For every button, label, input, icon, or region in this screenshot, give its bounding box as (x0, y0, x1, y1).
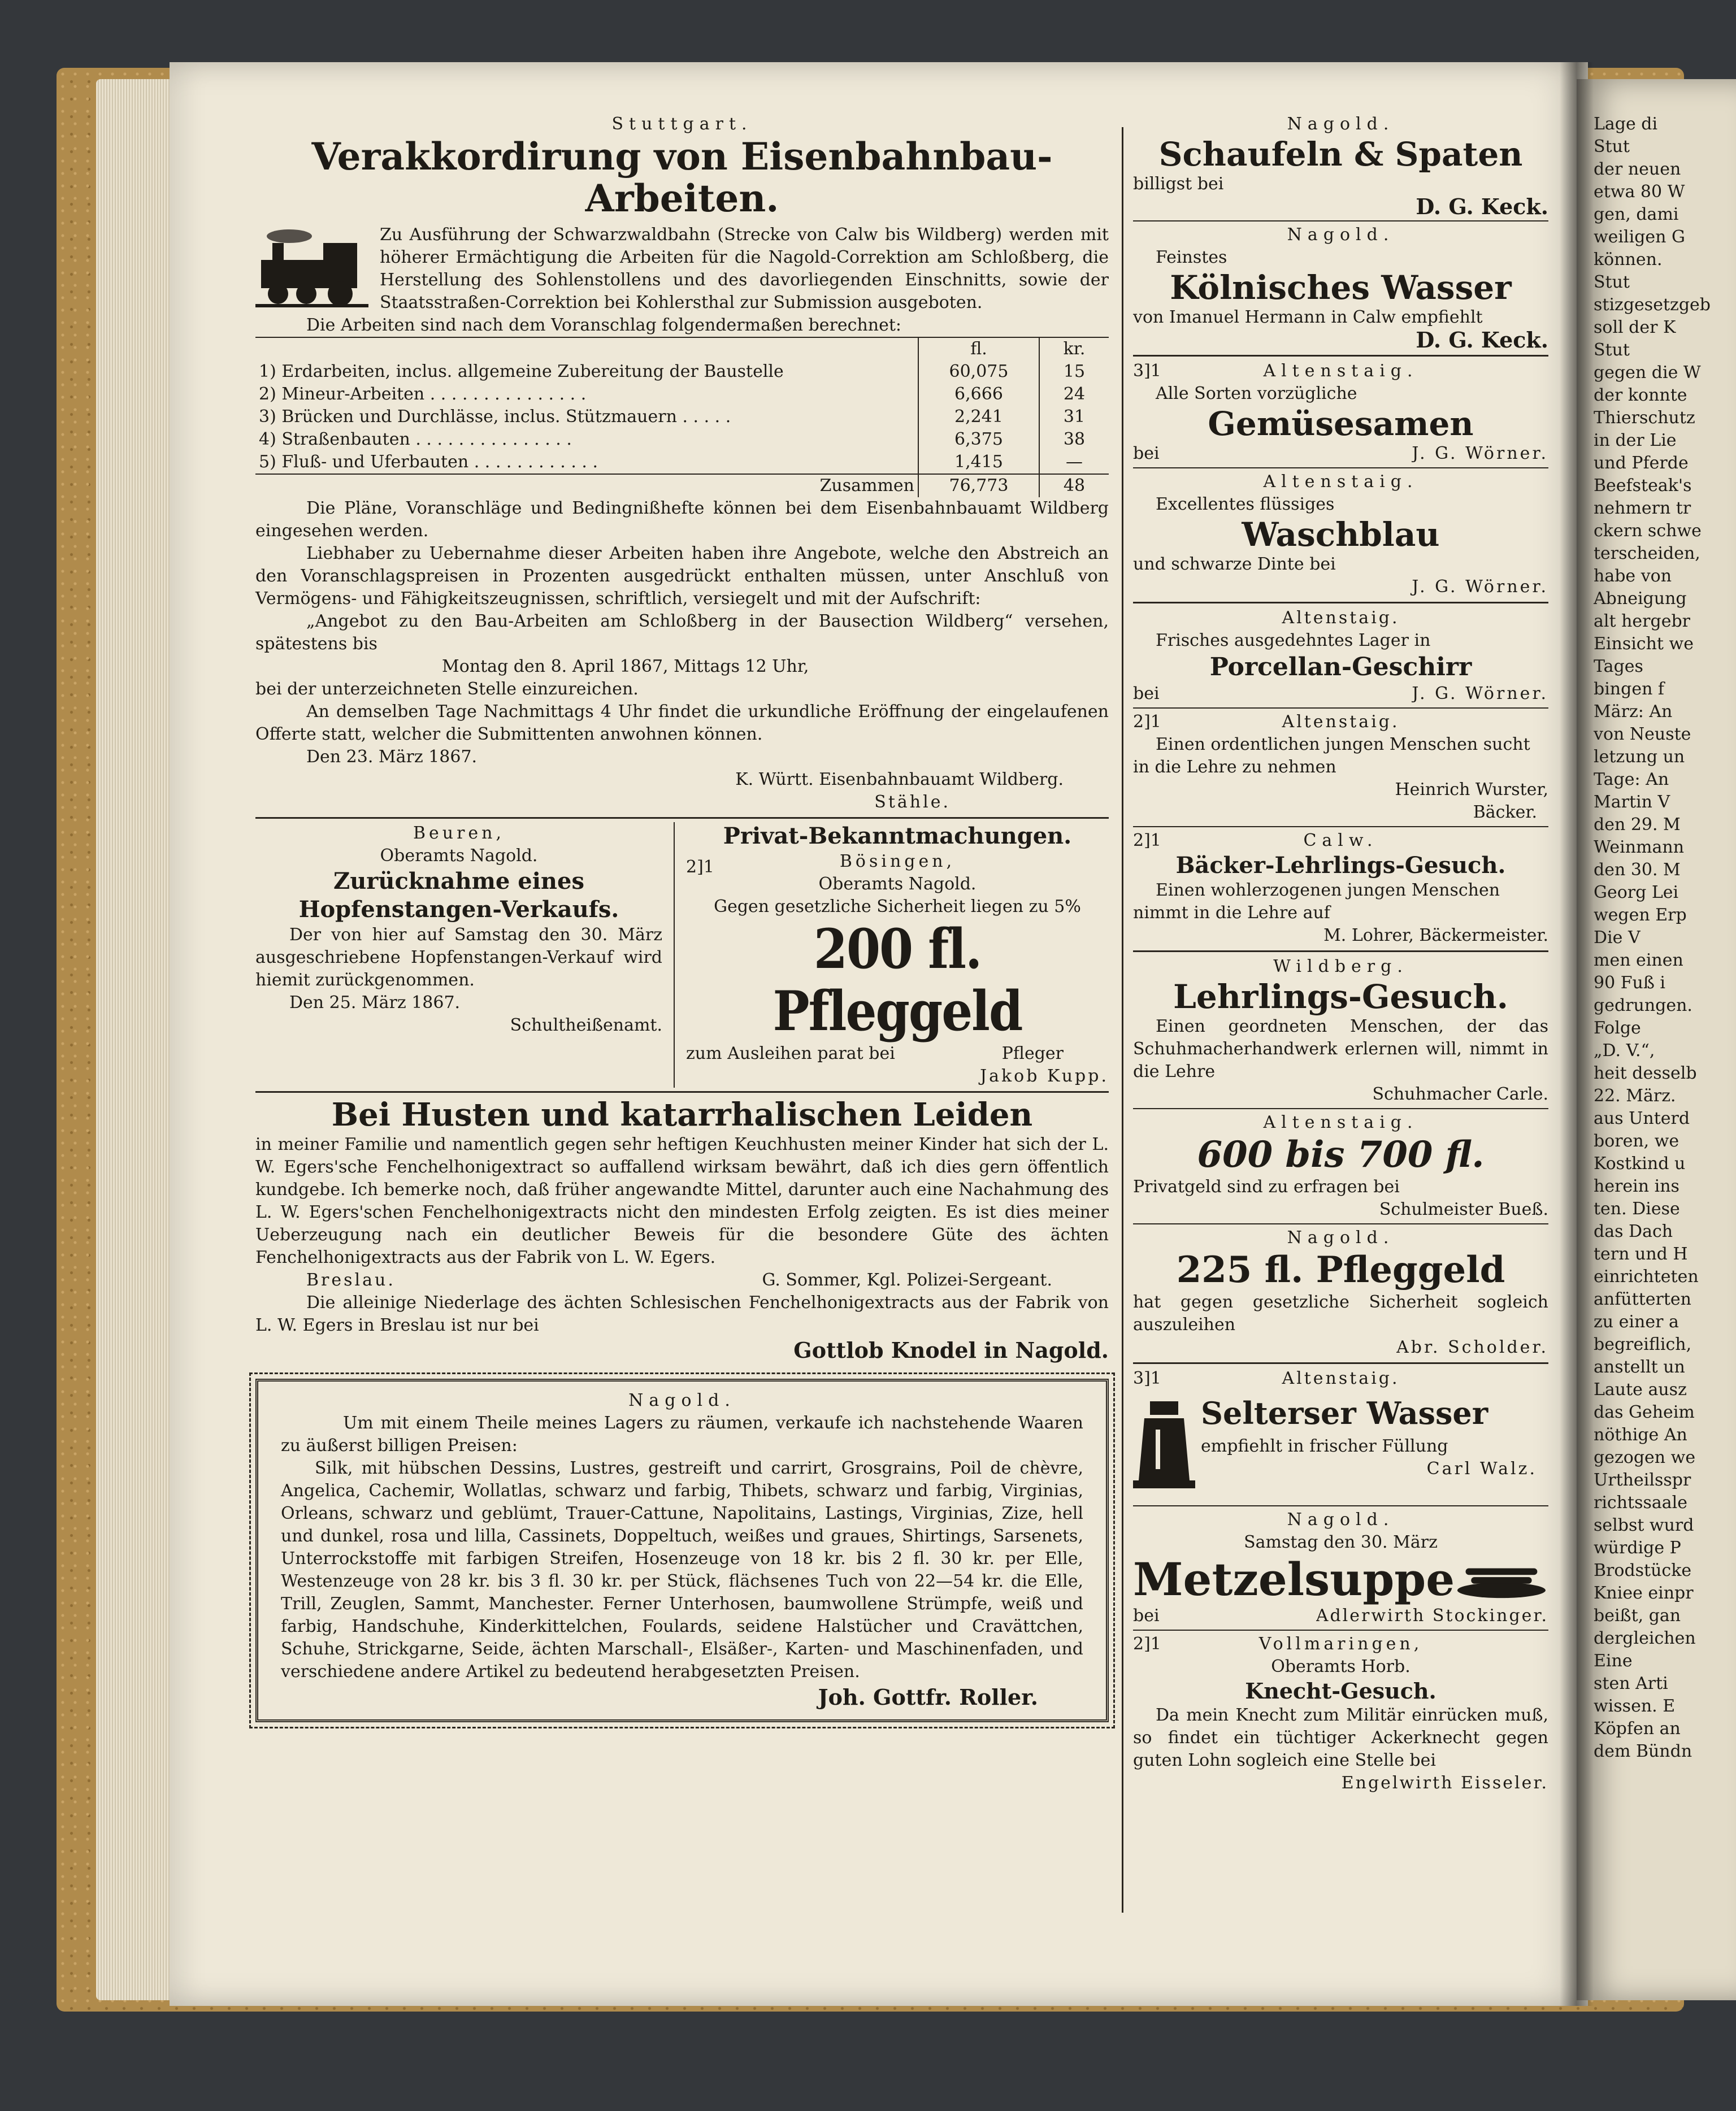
cost-row-fl: 1,415 (918, 451, 1039, 474)
next-page-line: men einen (1594, 950, 1683, 970)
next-page-line: heit desselb (1594, 1063, 1697, 1083)
next-page-line: Eine (1594, 1651, 1633, 1671)
boesingen-ad (675, 822, 1109, 1088)
cost-total-fl: 76,773 (918, 474, 1039, 497)
divider (1133, 1362, 1548, 1364)
stuttgart-place: Stuttgart. (611, 114, 753, 134)
woerner3-pre: bei (1133, 684, 1160, 703)
scholder-name: Abr. Scholder. (1396, 1337, 1548, 1357)
cost-row (255, 428, 1109, 451)
woerner1-ad (1133, 360, 1548, 465)
cost-rows (255, 360, 1109, 474)
wurster-line2: in die Lehre zu nehmen (1133, 757, 1336, 777)
next-page-line: sten Arti (1594, 1674, 1668, 1693)
divider (1133, 826, 1548, 827)
cost-row-kr: 38 (1039, 428, 1109, 451)
mineral-water-jug-icon (1133, 1396, 1195, 1492)
next-page-line: das Dach (1594, 1222, 1673, 1241)
next-page-line: ckern schwe (1594, 521, 1702, 541)
cost-row-kr: 15 (1039, 360, 1109, 383)
scholder-title: 225 fl. Pfleggeld (1176, 1249, 1505, 1291)
next-page-line: bingen f (1594, 679, 1665, 699)
woerner1-mark: 3]1 (1133, 361, 1161, 381)
stuttgart-p1: Die Pläne, Voranschläge und Bedingnißhefte können bei dem Eisenbahnbauamt Wildberg eingesehen werden. (255, 498, 1109, 541)
cost-total-kr: 48 (1039, 474, 1109, 497)
woerner3-title: Porcellan-Geschirr (1209, 653, 1472, 681)
cost-row (255, 360, 1109, 383)
beuren-place: Beuren, (413, 823, 505, 843)
beuren-title: Zurücknahme eines Hopfenstangen-Verkaufs. (298, 868, 619, 923)
stuttgart-date: Den 23. März 1867. (306, 747, 478, 767)
roller-signature: Joh. Gottfr. Roller. (818, 1684, 1038, 1710)
next-page-line: einrichteten (1594, 1267, 1699, 1287)
stockinger-title-row (1133, 1554, 1548, 1605)
beuren-date: Den 25. März 1867. (289, 993, 461, 1013)
stuttgart-deadline: Montag den 8. April 1867, Mittags 12 Uhr, (442, 657, 809, 676)
next-page-line: Kostkind u (1594, 1154, 1686, 1174)
next-page-line: können. (1594, 250, 1663, 270)
divider (255, 1091, 1109, 1093)
woerner1-name: J. G. Wörner. (1412, 444, 1548, 463)
boesingen-role: Pfleger (1001, 1044, 1064, 1063)
cost-row-kr: — (1039, 451, 1109, 474)
next-page-line: Martin V (1594, 792, 1670, 812)
cost-row-label: 4) Straßenbauten . . . . . . . . . . . . . . . (259, 429, 572, 449)
next-page-line: anfütterten (1594, 1289, 1691, 1309)
cost-header-kr: kr. (1039, 337, 1109, 360)
next-page-line: gegen die W (1594, 363, 1701, 383)
woerner3-line: Frisches ausgedehntes Lager in (1156, 631, 1431, 650)
next-page-line: selbst wurd (1594, 1515, 1694, 1535)
lohrer-mark: 2]1 (1133, 831, 1161, 850)
boesingen-amount: 200 fl. Pfleggeld (772, 917, 1022, 1043)
next-page-line: den 29. M (1594, 815, 1681, 835)
private-notices-header: Privat-Bekanntmachungen. (723, 823, 1072, 849)
eisseler-body: Da mein Knecht zum Militär einrücken muß, so findet ein tüchtiger Ackerknecht gegen guten Lohn sogleich eine Stelle bei (1133, 1705, 1548, 1770)
cost-header-label (255, 337, 918, 360)
woerner1-line: Alle Sorten vorzügliche (1156, 384, 1357, 403)
woerner2-line2: und schwarze Dinte bei (1133, 554, 1336, 574)
husten-seller: Gottlob Knodel in Nagold. (793, 1337, 1109, 1363)
stuttgart-signer: Stähle. (874, 792, 951, 812)
boesingen-district: Oberamts Nagold. (818, 874, 976, 894)
cost-row-fl: 6,666 (918, 383, 1039, 406)
beuren-body: Der von hier auf Samstag den 30. März ausgeschriebene Hopfenstangen-Verkauf wird hiemit zurückgenommen. (255, 925, 662, 990)
walz-mark: 3]1 (1133, 1369, 1161, 1388)
keck2-pre: Feinstes (1156, 247, 1227, 267)
wurster-role: Bäcker. (1473, 802, 1537, 822)
woerner3-place: Altenstaig. (1282, 608, 1400, 628)
next-page-line: Tages (1594, 657, 1643, 676)
next-page-line: Weinmann (1594, 837, 1685, 857)
next-page-line: nöthige An (1594, 1425, 1687, 1445)
stuttgart-p6: An demselben Tage Nachmittags 4 Uhr findet die urkundliche Eröffnung der eingelaufenen Offerte statt, welcher die Submittenten anwohnen können. (255, 702, 1109, 744)
boesingen-mark: 2]1 (686, 857, 714, 877)
stuttgart-title-line1: Verakkordirung von Eisenbahnbau- (311, 134, 1053, 179)
next-page-line: zu einer a (1594, 1312, 1679, 1332)
carle-place: Wildberg. (1273, 957, 1408, 976)
divider (1133, 1223, 1548, 1224)
husten-signature: G. Sommer, Kgl. Polizei-Sergeant. (762, 1270, 1052, 1290)
cost-row-kr: 24 (1039, 383, 1109, 406)
eisseler-ad (1133, 1633, 1548, 1795)
walz-line: empfiehlt in frischer Füllung (1201, 1436, 1448, 1456)
next-page-line: etwa 80 W (1594, 182, 1685, 202)
husten-body: in meiner Familie und namentlich gegen sehr heftigen Keuchhusten meiner Kinder hat sich der L. W. Egers'sche Fenchelhonigextract so auffallend wirksam bewährt, daß ich dies gern öffentlich kundgebe. Ich bemerke noch, daß früher angewandte Mittel, darunter auch eine Nachahmung des L. W. Egers'schen Fenchelhonigextracts nicht den mindesten Erfolg zeigten. Es ist dies meiner Ueberzeugung nach ein deutlicher Beweis für die besondere Güte des ächten Fenchelhonigextracts aus der Fabrik von L. W. Egers. (255, 1135, 1109, 1267)
stockinger-name: Adlerwirth Stockinger. (1316, 1606, 1548, 1626)
next-page-line: alt hergebr (1594, 611, 1690, 631)
stockinger-date: Samstag den 30. März (1244, 1532, 1438, 1552)
next-page-line: wegen Erp (1594, 905, 1687, 925)
husten-title: Bei Husten und katarrhalischen Leiden (331, 1096, 1033, 1133)
buess-name: Schulmeister Bueß. (1379, 1200, 1548, 1219)
next-page-line: beißt, gan (1594, 1606, 1681, 1626)
next-page (1577, 79, 1736, 2000)
scholder-place: Nagold. (1287, 1228, 1395, 1248)
next-page-line: habe von (1594, 566, 1672, 586)
next-page-line: März: An (1594, 702, 1673, 722)
divider (1133, 950, 1548, 952)
wurster-line1: Einen ordentlichen jungen Menschen sucht (1156, 735, 1530, 754)
next-page-line: das Geheim (1594, 1402, 1695, 1422)
stockinger-pre: bei (1133, 1606, 1160, 1626)
eisseler-title: Knecht-Gesuch. (1245, 1678, 1436, 1704)
walz-title: Selterser Wasser (1201, 1395, 1488, 1431)
lohrer-place: Calw. (1303, 831, 1378, 850)
boesingen-line2-row (686, 1043, 1109, 1065)
cost-row-fl: 2,241 (918, 406, 1039, 428)
divider (1133, 602, 1548, 603)
wurster-name: Heinrich Wurster, (1395, 780, 1548, 800)
roller-intro: Um mit einem Theile meines Lagers zu räumen, verkaufe ich nachstehende Waaren zu äußerst billigen Preisen: (281, 1413, 1083, 1456)
stockinger-title: Metzelsuppe (1133, 1553, 1455, 1606)
husten-place: Breslau. (306, 1270, 396, 1290)
woerner3-name-row (1133, 683, 1548, 705)
divider (1133, 467, 1548, 468)
beuren-ad (255, 822, 675, 1088)
boesingen-line: Gegen gesetzliche Sicherheit liegen zu 5% (714, 897, 1081, 916)
next-page-line: dem Bündn (1594, 1741, 1692, 1761)
buess-line: Privatgeld sind zu erfragen bei (1133, 1177, 1400, 1197)
next-page-line: Folge (1594, 1018, 1641, 1038)
next-page-line: der neuen (1594, 159, 1681, 179)
divider (1133, 1505, 1548, 1506)
next-page-line: gen, dami (1594, 205, 1679, 224)
cost-row-fl: 60,075 (918, 360, 1039, 383)
next-page-line: der konnte (1594, 385, 1687, 405)
next-page-line: begreiflich, (1594, 1335, 1692, 1354)
keck1-title: Schaufeln & Spaten (1158, 135, 1523, 173)
lohrer-name: M. Lohrer, Bäckermeister. (1323, 926, 1548, 945)
woerner1-pre: bei (1133, 444, 1160, 463)
lohrer-line1: Einen wohlerzogenen jungen Menschen (1156, 880, 1500, 900)
eisseler-mark: 2]1 (1133, 1634, 1161, 1654)
keck1-name: D. G. Keck. (1416, 196, 1548, 218)
lohrer-ad (1133, 829, 1548, 947)
next-page-line: Köpfen an (1594, 1719, 1681, 1739)
cost-row (255, 406, 1109, 428)
roller-place: Nagold. (628, 1391, 736, 1410)
stockinger-name-row (1133, 1605, 1548, 1627)
locomotive-icon (255, 226, 368, 311)
divider (1133, 1108, 1548, 1109)
next-page-line: anstellt un (1594, 1357, 1685, 1377)
stuttgart-intro-block (255, 224, 1109, 314)
next-page-line: von Neuste (1594, 724, 1691, 744)
next-page-line: Beefsteak's (1594, 476, 1692, 496)
keck2-title: Kölnisches Wasser (1170, 268, 1512, 307)
next-page-line: Laute ausz (1594, 1380, 1687, 1400)
boesingen-line2: zum Ausleihen parat bei (686, 1044, 895, 1063)
husten-sign-row (255, 1269, 1109, 1292)
next-page-line: ten. Diese (1594, 1199, 1680, 1219)
next-page-line: 90 Fuß i (1594, 973, 1666, 993)
next-page-line: Kniee einpr (1594, 1583, 1694, 1603)
next-page-line: Thierschutz (1594, 408, 1695, 428)
keck2-name: D. G. Keck. (1416, 329, 1548, 351)
stuttgart-calc-line: Die Arbeiten sind nach dem Voranschlag folgendermaßen berechnet: (306, 315, 902, 335)
next-page-line: terscheiden, (1594, 544, 1700, 563)
next-page-text (1577, 79, 1736, 1763)
next-page-line: Stut (1594, 137, 1630, 157)
small-ads-row (255, 822, 1109, 1088)
divider (1133, 707, 1548, 709)
next-page-line: dergleichen (1594, 1628, 1696, 1648)
eisseler-place: Vollmaringen, (1258, 1634, 1423, 1654)
woerner3-name: J. G. Wörner. (1412, 684, 1548, 703)
next-page-line: herein ins (1594, 1176, 1679, 1196)
next-page-line: Die V (1594, 928, 1640, 948)
next-page-line: „D. V.“, (1594, 1041, 1655, 1061)
wurster-place: Altenstaig. (1282, 712, 1400, 732)
woerner2-name: J. G. Wörner. (1412, 577, 1548, 597)
next-page-line: Abneigung (1594, 589, 1687, 609)
cost-row-label: 3) Brücken und Durchlässe, inclus. Stützmauern . . . . . (259, 407, 731, 427)
cost-row (255, 451, 1109, 474)
cost-table (255, 337, 1109, 497)
eisseler-name: Engelwirth Eisseler. (1341, 1773, 1548, 1793)
next-page-line: Lage di (1594, 114, 1658, 134)
next-page-line: Einsicht we (1594, 634, 1694, 654)
next-page-line: letzung un (1594, 747, 1685, 767)
divider (1133, 1630, 1548, 1631)
next-page-line: Urtheilsspr (1594, 1470, 1691, 1490)
woerner1-title: Gemüsesamen (1208, 405, 1474, 443)
next-page-line: 22. März. (1594, 1086, 1676, 1106)
woerner2-line: Excellentes flüssiges (1156, 494, 1335, 514)
woerner2-title: Waschblau (1242, 515, 1440, 554)
cost-row-label: 2) Mineur-Arbeiten . . . . . . . . . . . . . . . (259, 384, 587, 404)
cost-header-fl: fl. (918, 337, 1039, 360)
woerner1-name-row (1133, 442, 1548, 465)
right-column (1133, 113, 1548, 1921)
walz-place: Altenstaig. (1282, 1369, 1400, 1388)
next-page-line: Georg Lei (1594, 883, 1679, 902)
lohrer-line2: nimmt in die Lehre auf (1133, 903, 1330, 923)
next-page-line: weiligen G (1594, 227, 1685, 247)
woerner1-place: Altenstaig. (1263, 361, 1418, 381)
next-page-line: gedrungen. (1594, 996, 1692, 1015)
roller-body: Silk, mit hübschen Dessins, Lustres, gestreift und carrirt, Grosgrains, Poil de chèvre, Angelica, Cachemir, Wollatlas, schwarz und farbig, Thibets, schwarz und farbig, Virginias, Orleans, schwarz und geblümt, Trauer-Cattune, Napolitains, Lastings, Virginias, Zize, hell und dunkel, rosa und lilla, Cassinets, Doppeltuch, weißes und graues, Shirtings, Sarsenets, Unterrockstoffe mit farbigen Streifen, Hosenzeuge von 18 kr. bis 2 fl. 30 kr. per Elle, Westenzeuge von 28 kr. bis 3 fl. 30 kr. per Stück, flächsenes Tuch von 22—54 kr. die Elle, Trill, Zeuglen, Sammt, Manchester. Ferner Unterhosen, baumwollene Strümpfe, weiß und farbig, Handschuhe, Kinderkittelchen, Foulards, seidene Halstücher und Cravättchen, Schuhe, Strickgarne, Seide, ächten Marschall-, Elsäßer-, Karten- und Maschinenfaden, und verschiedene andere Artikel zu bedeutend herabgesetzten Preisen. (281, 1458, 1083, 1682)
cost-row-fl: 6,375 (918, 428, 1039, 451)
next-page-line: stizgesetzgeb (1594, 295, 1711, 315)
next-page-line: gezogen we (1594, 1448, 1696, 1467)
next-page-line: richtssaale (1594, 1493, 1688, 1513)
next-page-line: wissen. E (1594, 1696, 1676, 1716)
next-page-line: Brodstücke (1594, 1561, 1692, 1580)
boesingen-name: Jakob Kupp. (980, 1066, 1109, 1086)
wurster-ad (1133, 711, 1548, 824)
keck1-place: Nagold. (1287, 114, 1395, 134)
divider (1133, 220, 1548, 221)
cost-row-label: 1) Erdarbeiten, inclus. allgemeine Zubereitung der Baustelle (259, 362, 784, 381)
eisseler-district: Oberamts Horb. (1271, 1657, 1410, 1676)
next-page-line: soll der K (1594, 318, 1676, 337)
cost-row-label: 5) Fluß- und Uferbauten . . . . . . . . . . . . (259, 452, 598, 472)
next-page-line: würdige P (1594, 1538, 1681, 1558)
carle-name: Schuhmacher Carle. (1372, 1084, 1548, 1104)
next-page-line: Stut (1594, 272, 1630, 292)
cost-row-kr: 31 (1039, 406, 1109, 428)
walz-name: Carl Walz. (1426, 1459, 1537, 1479)
divider (255, 817, 1109, 819)
book-gutter (1560, 62, 1594, 2006)
stuttgart-p2: Liebhaber zu Uebernahme dieser Arbeiten haben ihre Angebote, welche den Abstreich an den Voranschlagspreisen in Prozenten ausgedrückt enthalten müssen, unter Anschluß von Vermögens- und Fähigkeitszeugnissen, schriftlich, versiegelt und mit der Aufschrift: (255, 544, 1109, 609)
next-page-line: Stut (1594, 340, 1630, 360)
stuttgart-title-line2: Arbeiten. (585, 176, 779, 220)
page-edges (96, 79, 181, 2000)
column-rule (1122, 127, 1123, 1913)
stockinger-place: Nagold. (1287, 1510, 1395, 1530)
wurster-mark: 2]1 (1133, 712, 1161, 732)
lohrer-title: Bäcker-Lehrlings-Gesuch. (1175, 852, 1506, 879)
husten-depot: Die alleinige Niederlage des ächten Schlesischen Fenchelhonigextracts aus der Fabrik von L. W. Egers in Breslau ist nur bei (255, 1293, 1109, 1335)
keck1-line: billigst bei (1133, 174, 1224, 194)
buess-title: 600 bis 700 fl. (1197, 1133, 1485, 1176)
cost-total-label: Zusammen (819, 476, 914, 496)
next-page-line: in der Lie (1594, 431, 1677, 450)
keck2-place: Nagold. (1287, 225, 1395, 245)
cost-row (255, 383, 1109, 406)
sausage-platter-icon (1455, 1557, 1548, 1602)
divider (1133, 355, 1548, 357)
next-page-line: Tage: An (1594, 770, 1669, 789)
scholder-body: hat gegen gesetzliche Sicherheit sogleich auszuleihen (1133, 1292, 1548, 1335)
next-page-line: tern und H (1594, 1244, 1688, 1264)
stuttgart-p5: bei der unterzeichneten Stelle einzureichen. (255, 679, 639, 699)
roller-ad (255, 1379, 1109, 1722)
walz-ad (1133, 1367, 1548, 1503)
boesingen-place: Bösingen, (839, 852, 956, 871)
beuren-signature: Schultheißenamt. (510, 1015, 662, 1035)
next-page-line: und Pferde (1594, 453, 1689, 473)
stuttgart-p3: „Angebot zu den Bau-Arbeiten am Schloßberg in der Bausection Wildberg“ versehen, spätestens bis (255, 611, 1109, 654)
next-page-line: nehmern tr (1594, 498, 1691, 518)
carle-title: Lehrlings-Gesuch. (1173, 978, 1508, 1016)
keck2-line: von Imanuel Hermann in Calw empfiehlt (1133, 307, 1483, 327)
buess-place: Altenstaig. (1263, 1113, 1418, 1132)
beuren-district: Oberamts Nagold. (380, 846, 538, 866)
stuttgart-intro: Zu Ausführung der Schwarzwaldbahn (Strecke von Calw bis Wildberg) werden mit höherer Ermächtigung die Arbeiten für die Nagold-Correktion am Schloßberg, die Herstellung des Sohlenstollens und des davorliegenden Einschnitts, sowie der Staatsstraßen-Correktion bei Kohlersthal zur Submission ausgeboten. (380, 225, 1109, 312)
next-page-line: boren, we (1594, 1131, 1679, 1151)
next-page-line: den 30. M (1594, 860, 1681, 880)
stuttgart-signature: K. Württ. Eisenbahnbauamt Wildberg. (735, 770, 1064, 789)
carle-body: Einen geordneten Menschen, der das Schuhmacherhandwerk erlernen will, nimmt in die Lehre (1133, 1017, 1548, 1081)
left-column (255, 113, 1109, 1921)
woerner2-place: Altenstaig. (1263, 472, 1418, 492)
next-page-line: aus Unterd (1594, 1109, 1690, 1128)
